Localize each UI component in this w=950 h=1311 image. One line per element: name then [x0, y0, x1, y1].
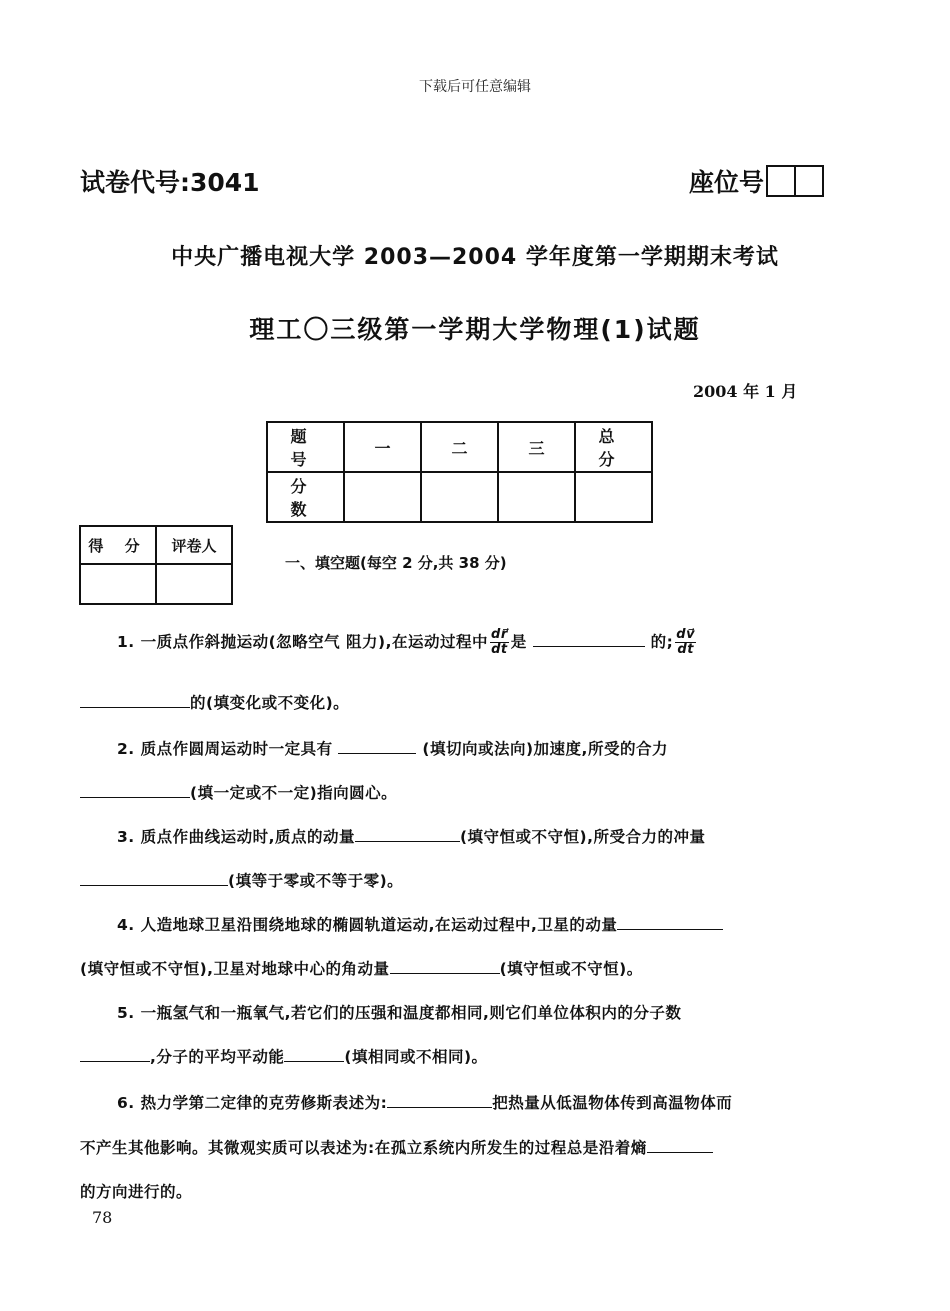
- question-1-line-1: [117, 628, 698, 657]
- answer-blank[interactable]: [617, 915, 723, 930]
- question-4-line-2: [80, 957, 643, 979]
- score-table-header-row: [267, 422, 652, 472]
- answer-blank[interactable]: [355, 827, 460, 842]
- question-text: (填相同或不相同)。: [344, 1048, 488, 1066]
- answer-blank[interactable]: [80, 1047, 150, 1062]
- question-text: 的方向进行的。: [80, 1183, 193, 1201]
- score-cell: [498, 472, 575, 522]
- page-number: 78: [92, 1208, 113, 1227]
- score-cell: [421, 472, 498, 522]
- question-text: 是: [510, 633, 527, 651]
- question-text: (填守恒或不守恒),卫星对地球中心的角动量: [80, 960, 390, 978]
- question-text: 不产生其他影响。其微观实质可以表述为:在孤立系统内所发生的过程总是沿着熵: [80, 1139, 647, 1157]
- seat-number: [689, 163, 824, 199]
- score-header-cell: 题 号: [267, 422, 344, 472]
- question-5-line-2: [80, 1045, 488, 1067]
- exam-code: 试卷代号:3041: [80, 168, 260, 197]
- question-6-line-3: [80, 1180, 192, 1202]
- answer-blank[interactable]: [284, 1047, 344, 1062]
- answer-blank[interactable]: [647, 1138, 713, 1153]
- question-text: 把热量从低温物体传到高温物体而: [492, 1094, 733, 1112]
- seat-label: 座位号: [689, 168, 765, 197]
- question-text: 6. 热力学第二定律的克劳修斯表述为:: [117, 1094, 388, 1112]
- question-6-line-2: [80, 1136, 713, 1158]
- question-text: 2. 质点作圆周运动时一定具有: [117, 740, 333, 758]
- score-header-cell: 三: [498, 422, 575, 472]
- score-cell: [575, 472, 652, 522]
- score-table: [266, 421, 653, 523]
- seat-boxes: [766, 165, 824, 197]
- exam-subtitle: 理工〇三级第一学期大学物理(1)试题: [249, 315, 701, 344]
- watermark: 下载后可任意编辑: [419, 79, 531, 95]
- exam-date: 2004 年 1 月: [693, 382, 798, 401]
- score-header-cell: 总 分: [575, 422, 652, 472]
- fraction-dr-dt: $\frac{dr⃗}{dt}$: [491, 627, 508, 657]
- grader-table: [79, 525, 233, 605]
- answer-blank[interactable]: [533, 632, 645, 647]
- grader-score-cell: [80, 564, 156, 604]
- grader-name-label: 评卷人: [156, 526, 232, 564]
- section-title: 一、填空题(每空 2 分,共 38 分): [285, 554, 507, 572]
- question-6-line-1: [117, 1091, 732, 1113]
- score-row-label: 分 数: [267, 472, 344, 522]
- answer-blank[interactable]: [80, 871, 228, 886]
- score-header-cell: 一: [344, 422, 421, 472]
- question-text: ,分子的平均平动能: [150, 1048, 285, 1066]
- question-text: 1. 一质点作斜抛运动(忽略空气 阻力),在运动过程中: [117, 633, 489, 651]
- answer-blank[interactable]: [80, 693, 190, 708]
- question-1-line-2: [80, 691, 349, 713]
- question-3-line-2: [80, 869, 403, 891]
- answer-blank[interactable]: [80, 783, 190, 798]
- score-header-cell: 二: [421, 422, 498, 472]
- grader-name-cell: [156, 564, 232, 604]
- question-text: (填守恒或不守恒)。: [499, 960, 643, 978]
- fraction-dv-dt: $\frac{dv⃗}{dt}$: [676, 627, 696, 657]
- question-text: 的;: [650, 633, 674, 651]
- exam-title: 中央广播电视大学 2003—2004 学年度第一学期期末考试: [171, 245, 779, 270]
- question-text: (填等于零或不等于零)。: [228, 872, 404, 890]
- answer-blank[interactable]: [387, 1093, 492, 1108]
- question-text: (填切向或法向)加速度,所受的合力: [422, 740, 668, 758]
- question-text: 3. 质点作曲线运动时,质点的动量: [117, 828, 355, 846]
- question-5-line-1: [117, 1001, 681, 1023]
- score-table-value-row: [267, 472, 652, 522]
- answer-blank[interactable]: [338, 739, 416, 754]
- question-text: 4. 人造地球卫星沿围绕地球的椭圆轨道运动,在运动过程中,卫星的动量: [117, 916, 618, 934]
- question-text: 5. 一瓶氢气和一瓶氧气,若它们的压强和温度都相同,则它们单位体积内的分子数: [117, 1004, 682, 1022]
- score-cell: [344, 472, 421, 522]
- question-text: 的(填变化或不变化)。: [190, 694, 350, 712]
- answer-blank[interactable]: [390, 959, 500, 974]
- question-3-line-1: [117, 825, 706, 847]
- question-text: (填一定或不一定)指向圆心。: [190, 784, 398, 802]
- question-4-line-1: [117, 913, 723, 935]
- question-2-line-2: [80, 781, 397, 803]
- grader-score-label: 得 分: [80, 526, 156, 564]
- question-text: (填守恒或不守恒),所受合力的冲量: [459, 828, 706, 846]
- question-2-line-1: [117, 737, 668, 759]
